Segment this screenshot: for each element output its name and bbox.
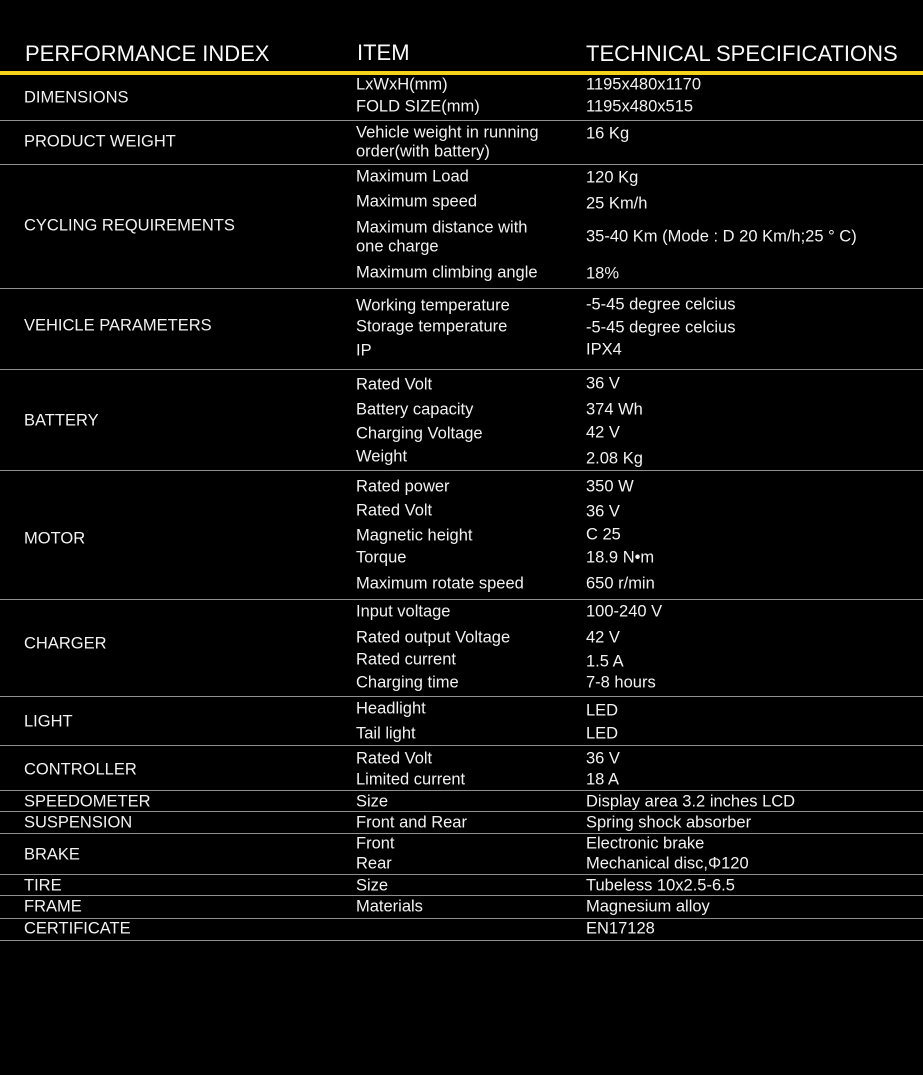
item-label: Working temperature [356, 296, 510, 315]
category-label: DIMENSIONS [24, 88, 129, 107]
category-label: TIRE [24, 876, 62, 895]
item-label: Maximum speed [356, 192, 478, 211]
category-label: BRAKE [24, 845, 80, 864]
item-label: Limited current [356, 770, 466, 789]
category-label: CHARGER [24, 634, 107, 653]
spec-group-light [0, 698, 923, 746]
item-label: Storage temperature [356, 317, 508, 336]
spec-group-vehicle-parameters [0, 290, 923, 370]
spec-value: LED [586, 724, 619, 743]
item-label: order(with battery) [356, 142, 490, 161]
category-label: LIGHT [24, 712, 73, 731]
spec-value: 36 V [586, 749, 620, 768]
spec-value: 350 W [586, 477, 634, 496]
spec-value: 1195x480x1170 [586, 75, 701, 94]
spec-value: 36 V [586, 502, 620, 521]
item-label: Rear [356, 854, 392, 873]
category-label: CERTIFICATE [24, 919, 131, 938]
spec-value: Mechanical disc,Φ120 [586, 854, 749, 873]
item-label: Rated Volt [356, 749, 433, 768]
item-label: Maximum distance with [356, 218, 528, 237]
item-label: Rated power [356, 477, 450, 496]
spec-value: Display area 3.2 inches LCD [586, 792, 796, 811]
spec-value: 7-8 hours [586, 673, 656, 692]
spec-group-product-weight [0, 122, 923, 165]
spec-value: -5-45 degree celcius [586, 295, 736, 314]
item-label: Headlight [356, 699, 426, 718]
spec-value: 42 V [586, 423, 620, 442]
spec-value: Magnesium alloy [586, 897, 710, 916]
category-label: FRAME [24, 897, 82, 916]
item-label: Maximum rotate speed [356, 574, 524, 593]
item-label: Charging Voltage [356, 424, 483, 443]
spec-group-controller [0, 747, 923, 791]
spec-value: 120 Kg [586, 168, 639, 187]
spec-value: 100-240 V [586, 602, 663, 621]
item-label: LxWxH(mm) [356, 75, 448, 94]
spec-group-dimensions [0, 77, 923, 121]
category-label: PRODUCT WEIGHT [24, 132, 176, 151]
item-label: Tail light [356, 724, 416, 743]
header-item: ITEM [357, 40, 410, 65]
spec-group-frame [0, 897, 923, 919]
spec-group-battery [0, 371, 923, 471]
spec-value: 18% [586, 264, 620, 283]
item-label: one charge [356, 237, 439, 256]
category-label: BATTERY [24, 411, 99, 430]
item-label: Maximum climbing angle [356, 263, 538, 282]
spec-value: 650 r/min [586, 574, 655, 593]
spec-value: EN17128 [586, 919, 655, 938]
category-label: VEHICLE PARAMETERS [24, 316, 212, 335]
item-label: Charging time [356, 673, 459, 692]
item-label: Size [356, 792, 389, 811]
spec-group-brake [0, 835, 923, 875]
spec-group-suspension [0, 813, 923, 834]
category-label: SPEEDOMETER [24, 792, 151, 811]
spec-value: 18 A [586, 770, 620, 789]
spec-value: 1.5 A [586, 652, 624, 671]
spec-value: -5-45 degree celcius [586, 318, 736, 337]
spec-value: 35-40 Km (Mode : D 20 Km/h;25 ° C) [586, 227, 857, 246]
item-label: Materials [356, 897, 423, 916]
spec-value: Electronic brake [586, 834, 705, 853]
item-label: Front [356, 834, 395, 853]
item-label: Torque [356, 548, 407, 567]
spec-value: 42 V [586, 628, 620, 647]
item-label: Rated Volt [356, 501, 433, 520]
spec-value: LED [586, 701, 619, 720]
item-label: Rated Volt [356, 375, 433, 394]
category-label: SUSPENSION [24, 813, 133, 832]
header-technical-specifications: TECHNICAL SPECIFICATIONS [586, 41, 898, 66]
spec-value: IPX4 [586, 340, 622, 359]
spec-value: 25 Km/h [586, 194, 648, 213]
header-performance-index: PERFORMANCE INDEX [25, 41, 270, 66]
item-label: Front and Rear [356, 813, 467, 832]
item-label: Maximum Load [356, 167, 469, 186]
item-label: Battery capacity [356, 400, 474, 419]
spec-group-certificate [0, 920, 923, 941]
spec-group-tire [0, 876, 923, 896]
category-label: CYCLING REQUIREMENTS [24, 216, 235, 235]
spec-group-charger [0, 601, 923, 697]
item-label: Vehicle weight in running [356, 123, 539, 142]
item-label: Input voltage [356, 602, 451, 621]
spec-group-cycling-requirements [0, 166, 923, 289]
spec-group-speedometer [0, 792, 923, 812]
item-label: Weight [356, 447, 408, 466]
item-label: Size [356, 876, 389, 895]
item-label: IP [356, 341, 372, 360]
category-label: MOTOR [24, 529, 86, 548]
spec-value: 2.08 Kg [586, 449, 643, 468]
spec-value: Spring shock absorber [586, 813, 752, 832]
category-label: CONTROLLER [24, 760, 137, 779]
spec-value: 16 Kg [586, 124, 630, 143]
spec-group-motor [0, 472, 923, 600]
spec-value: 1195x480x515 [586, 97, 694, 116]
spec-value: 36 V [586, 374, 620, 393]
spec-value: 18.9 N•m [586, 548, 655, 567]
item-label: Rated current [356, 650, 456, 669]
item-label: Magnetic height [356, 526, 473, 545]
spec-value: 374 Wh [586, 400, 643, 419]
table-header [0, 0, 923, 75]
spec-value: Tubeless 10x2.5-6.5 [586, 876, 735, 895]
item-label: FOLD SIZE(mm) [356, 97, 480, 116]
item-label: Rated output Voltage [356, 628, 511, 647]
spec-value: C 25 [586, 525, 621, 544]
